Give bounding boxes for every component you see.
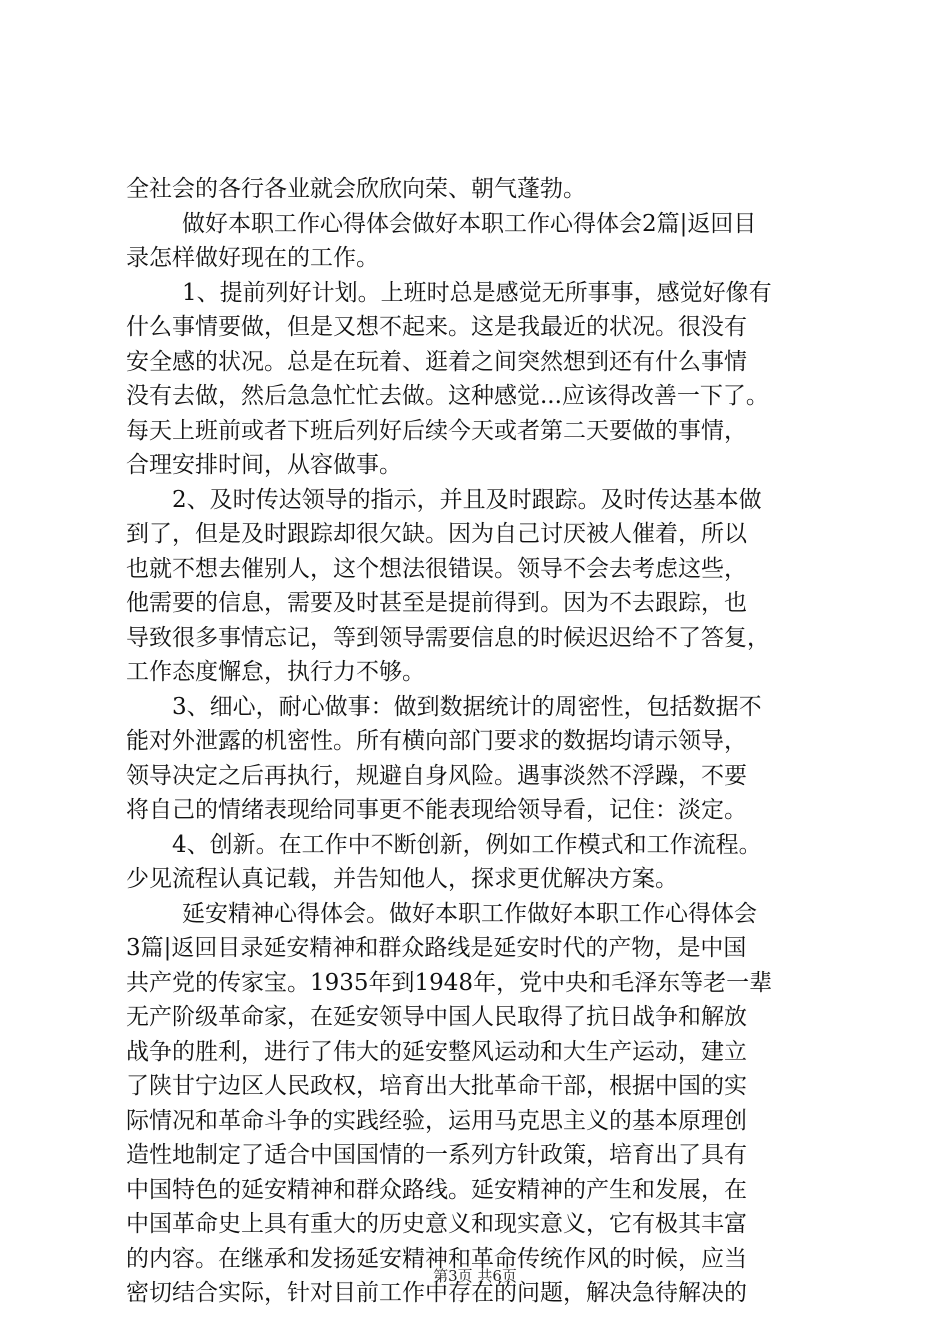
text-line: 4、创新。在工作中不断创新，例如工作模式和工作流程。 bbox=[172, 831, 762, 858]
text-line: 无产阶级革命家，在延安领导中国人民取得了抗日战争和解放 bbox=[126, 1004, 747, 1030]
text-line: 导致很多事情忘记，等到领导需要信息的时候迟迟给不了答复， bbox=[126, 624, 770, 651]
text-line: 工作态度懈怠，执行力不够。 bbox=[126, 659, 425, 685]
text-line: 合理安排时间，从容做事。 bbox=[126, 452, 402, 478]
text-line: 全社会的各行各业就会欣欣向荣、朝气蓬勃。 bbox=[126, 176, 586, 202]
text-line: 到了，但是及时跟踪却很欠缺。因为自己讨厌被人催着，所以 bbox=[126, 521, 747, 547]
page-number-footer: 第3页 共6页 bbox=[433, 1267, 517, 1285]
text-line: 3篇|返回目录延安精神和群众路线是延安时代的产物，是中国 bbox=[126, 935, 747, 961]
text-line: 安全感的状况。总是在玩着、逛着之间突然想到还有什么事情 bbox=[126, 348, 747, 375]
text-line: 也就不想去催别人，这个想法很错误。领导不会去考虑这些， bbox=[126, 555, 747, 582]
text-line: 延安精神心得体会。做好本职工作做好本职工作心得体会 bbox=[182, 900, 757, 927]
text-line: 将自己的情绪表现给同事更不能表现给领导看，记住：淡定。 bbox=[126, 797, 747, 823]
text-line: 战争的胜利，进行了伟大的延安整风运动和大生产运动，建立 bbox=[126, 1038, 747, 1065]
text-line: 录怎样做好现在的工作。 bbox=[126, 245, 379, 271]
text-line: 领导决定之后再执行，规避自身风险。遇事淡然不浮躁，不要 bbox=[126, 762, 747, 789]
text-line: 做好本职工作心得体会做好本职工作心得体会2篇|返回目 bbox=[182, 210, 757, 237]
text-line: 什么事情要做，但是又想不起来。这是我最近的状况。很没有 bbox=[126, 314, 747, 340]
text-line: 能对外泄露的机密性。所有横向部门要求的数据均请示领导， bbox=[126, 728, 747, 754]
text-line: 际情况和革命斗争的实践经验，运用马克思主义的基本原理创 bbox=[126, 1107, 747, 1134]
text-line: 的内容。在继承和发扬延安精神和革命传统作风的时候，应当 bbox=[126, 1245, 747, 1272]
text-line: 少见流程认真记载，并告知他人，探求更优解决方案。 bbox=[126, 866, 678, 892]
text-line: 共产党的传家宝。1935年到1948年，党中央和毛泽东等老一辈 bbox=[126, 969, 773, 996]
text-line: 2、及时传达领导的指示，并且及时跟踪。及时传达基本做 bbox=[172, 486, 762, 513]
text-line: 3、细心，耐心做事：做到数据统计的周密性，包括数据不 bbox=[172, 693, 762, 720]
text-line: 每天上班前或者下班后列好后续今天或者第二天要做的事情， bbox=[126, 417, 747, 444]
text-line: 没有去做，然后急急忙忙去做。这种感觉...应该得改善一下了。 bbox=[126, 383, 769, 409]
text-line: 1、提前列好计划。上班时总是感觉无所事事，感觉好像有 bbox=[182, 279, 772, 306]
text-line: 密切结合实际，针对目前工作中存在的问题，解决急待解决的 bbox=[126, 1280, 747, 1306]
document-body bbox=[126, 172, 838, 1311]
text-line: 中国革命史上具有重大的历史意义和现实意义，它有极其丰富 bbox=[126, 1211, 747, 1237]
text-line: 造性地制定了适合中国国情的一系列方针政策，培育出了具有 bbox=[126, 1142, 747, 1168]
text-line: 他需要的信息，需要及时甚至是提前得到。因为不去跟踪，也 bbox=[126, 590, 747, 616]
text-line: 了陕甘宁边区人民政权，培育出大批革命干部，根据中国的实 bbox=[126, 1073, 747, 1099]
text-line: 中国特色的延安精神和群众路线。延安精神的产生和发展，在 bbox=[126, 1176, 747, 1203]
